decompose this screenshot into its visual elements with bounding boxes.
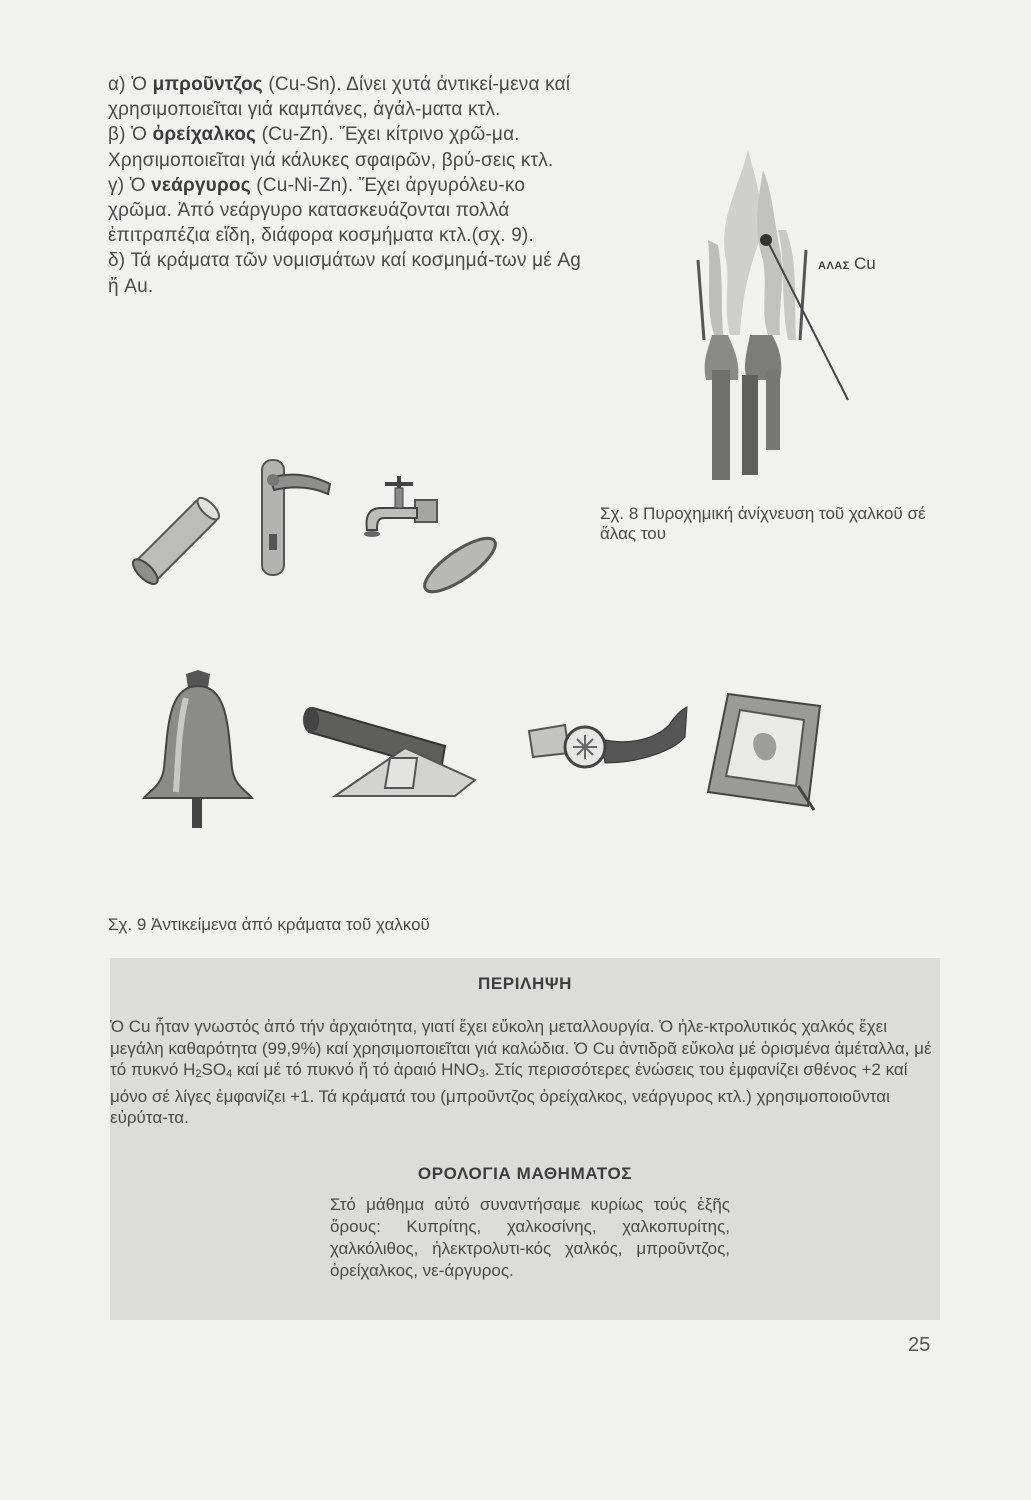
alloy-brass: β) Ὁ ὀρείχαλκος (Cu-Zn). Ἔχει κίτρινο χρῶ-μα. Χρησιμοποιεῖται γιά κάλυκες σφαιρῶν, βρύ-σεις κτλ. — [108, 124, 554, 171]
page-number: 25 — [908, 1334, 931, 1356]
alloy-name: ὀρείχαλκος — [152, 124, 257, 146]
figure-8-caption: Σχ. 8 Πυροχημική ἀνίχνευση τοῦ χαλκοῦ σέ ἅλας του — [600, 504, 926, 543]
door-handle-illustration — [250, 450, 340, 585]
summary-text: Ὁ Cu ἦταν γνωστός ἀπό τήν ἀρχαιότητα, γιατί ἔχει εὔκολη μεταλλουργία. Ὁ ἠλε-κτρολυτικός χαλκός ἔχει μεγάλη καθαρότητα (99,9%) καί χρησιμοποιεῖται γιά καλώδια. Ὁ Cu ἀντιδρᾶ εὔκολα μέ ὁρισμένα ἀμέταλλα, μέ τό πυκνό $H_2SO_4$ καί μέ τό πυκνό ἤ τό ἀραιό $HNO_3$. Στίς περισσότερες ἑνώσεις του ἐμφανίζει σθένος +2 καί μόνο σέ λίγες ἐμφανίζει +1. Τά κράματά του (μπροῦντζος ὀρείχαλκος, νεάργυρος κτλ.) χρησιμοποιοῦνται εὐρύτα-τα. — [110, 1017, 932, 1127]
picture-frame-illustration — [702, 690, 832, 815]
coin-illustration — [415, 535, 505, 595]
alloy-bronze: α) Ὁ μπροῦντζος (Cu-Sn). Δίνει χυτά ἀντικεί-μενα καί χρησιμοποιεῖται γιά καμπάνες, ἀγάλ-ματα κτλ. — [108, 74, 571, 121]
salt-label: ΑΛΑΣ Cu — [818, 254, 876, 273]
alloy-name: νεάργυρος — [151, 174, 251, 196]
flame-test-illustration — [668, 130, 888, 490]
cartridge-case-illustration — [125, 485, 235, 590]
figure-9-caption: Σχ. 9 Ἀντικείμενα ἀπό κράματα τοῦ χαλκοῦ — [108, 915, 430, 934]
alloy-nickel-silver: γ) Ὁ νεάργυρος (Cu-Ni-Zn). Ἔχει ἀργυρόλευ-κο χρῶμα. Ἀπό νεάργυρο κατασκευάζονται πολλά ἐπιτραπέζια εἴδη, διάφορα κοσμήματα κτλ.(σχ. 9). — [108, 174, 534, 247]
alloy-name: μπροῦντζος — [152, 74, 263, 95]
summary-title: ΠΕΡΙΛΗΨΗ — [477, 974, 573, 993]
terms-text: Στό μάθημα αὐτό συναντήσαμε κυρίως τούς ἑξῆς ὅρους: Κυπρίτης, χαλκοσίνης, χαλκοπυρίτης, χαλκόλιθος, ἠλεκτρολυτι-κός χαλκός, μπροῦντζος, ὀρείχαλκος, νε-άργυρος. — [330, 1195, 730, 1280]
alloy-list — [108, 72, 590, 299]
bell-illustration — [138, 668, 258, 833]
alloy-coins: δ) Τά κράματα τῶν νομισμάτων καί κοσμημά-των μέ Ag ἤ Au. — [108, 250, 582, 297]
terms-title: ΟΡΟΛΟΓΙΑ ΜΑΘΗΜΑΤΟΣ — [417, 1164, 633, 1183]
summary-box — [110, 958, 940, 1320]
cannon-illustration — [295, 688, 480, 803]
wristwatch-illustration — [525, 705, 690, 790]
